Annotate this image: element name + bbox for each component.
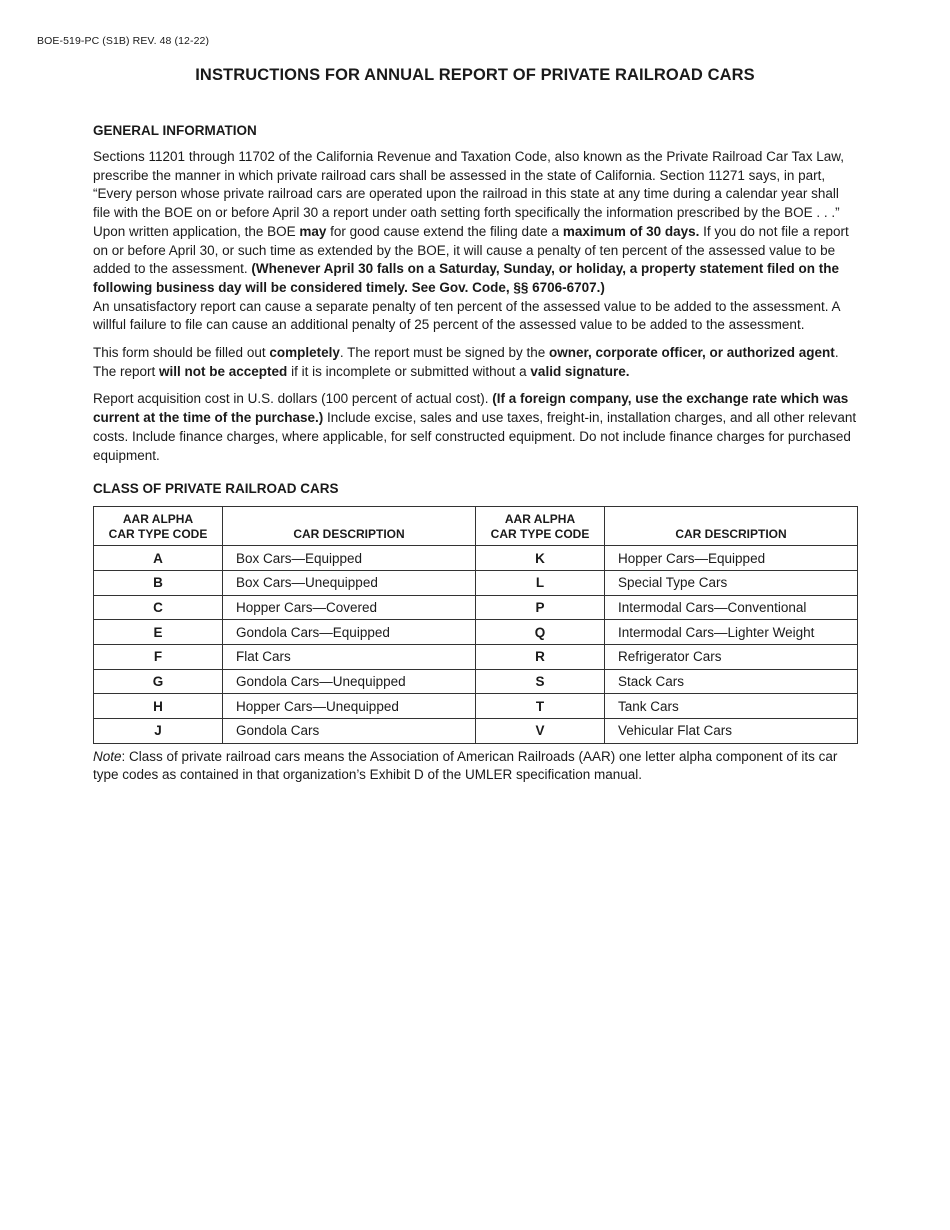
car-code: G [94,669,223,694]
header-code-left [94,507,223,546]
note-label: Note [93,748,122,764]
car-class-table [93,506,858,744]
bold-run: will not be accepted [159,363,288,379]
text-run: . The report [93,345,839,379]
car-description: Intermodal Cars—Lighter Weight [605,620,858,645]
car-description: Box Cars—Equipped [223,546,476,571]
car-description: Flat Cars [223,645,476,670]
car-description: Gondola Cars [223,719,476,744]
car-code: L [476,570,605,595]
general-info-paragraph-2 [93,344,857,381]
header-description-right: CAR DESCRIPTION [605,507,858,546]
header-code-line1: AAR ALPHA [504,512,576,527]
instructions-body [93,123,857,799]
text-run: if it is incomplete or submitted without a [287,363,531,379]
table-row [94,546,858,571]
car-code: Q [476,620,605,645]
bold-run: (If a foreign company, use the exchange rate which was current at the time of the purchase.) [93,391,849,426]
header-code-line2: CAR TYPE CODE [108,527,208,542]
form-id: BOE-519-PC (S1B) REV. 48 (12-22) [37,35,210,47]
text-run: Include excise, sales and use taxes, freight-in, installation charges, and all other relevant costs. Include finance charges, where applicable, for self constructed equipment. Do not include finance charges for purchased equipment. [93,410,857,463]
table-row [94,620,858,645]
header-code-line1: AAR ALPHA [122,512,194,527]
general-information-heading: GENERAL INFORMATION [93,123,257,138]
table-row [94,694,858,719]
note-text: : Class of private railroad cars means the Association of American Railroads (AAR) one letter alpha component of its car type codes as contained in that organization’s Exhibit D of the UMLER specification manual. [93,748,838,783]
car-description: Tank Cars [605,694,858,719]
table-row [94,595,858,620]
header-description-left: CAR DESCRIPTION [223,507,476,546]
page-title: INSTRUCTIONS FOR ANNUAL REPORT OF PRIVATE RAILROAD CARS [195,66,755,84]
text-run: If you do not file a report on or before April 30, or such time as extended by the BOE, it will cause a penalty of ten percent of the assessed value to be added to the assessment. [93,223,849,277]
car-description: Special Type Cars [605,570,858,595]
text-run: Sections 11201 through 11702 of the California Revenue and Taxation Code, also known as the Private Railroad Car Tax Law, prescribe the manner in which private railroad cars shall be assessed in the state of California. Section 11271 says, in part, “Every person whose private railroad cars are operated upon the railroad in this state at any time during a calendar year shall file with the BOE on or before April 30 a report under oath setting forth specifically the information prescribed by the BOE . . .” Upon written application, the BOE [93,149,844,239]
header-code-right [476,507,605,546]
car-code: B [94,570,223,595]
bold-run: completely [269,345,340,361]
car-code: J [94,719,223,744]
car-description: Hopper Cars—Covered [223,595,476,620]
table-row [94,645,858,670]
general-info-paragraph-1 [93,148,857,335]
car-description: Vehicular Flat Cars [605,719,858,744]
car-code: T [476,694,605,719]
text-run: An unsatisfactory report can cause a separate penalty of ten percent of the assessed value to be added to the assessment. A willful failure to file can cause an additional penalty of 25 percent of the assessed value to be added to the assessment. [93,298,840,333]
text-run: This form should be filled out [93,345,270,361]
car-code: E [94,620,223,645]
general-info-paragraph-3 [93,390,857,465]
car-description: Hopper Cars—Equipped [605,546,858,571]
text-run: for good cause extend the filing date a [326,223,563,239]
text-run: Report acquisition cost in U.S. dollars (100 percent of actual cost). [93,391,493,407]
bold-run: valid signature. [530,363,630,379]
car-description: Hopper Cars—Unequipped [223,694,476,719]
bold-run: maximum of 30 days. [562,223,700,239]
bold-run: may [299,223,327,239]
bold-run: (Whenever April 30 falls on a Saturday, Sunday, or holiday, a property statement filed on the following business day will be considered timely. See Gov. Code, §§ 6706-6707.) [93,261,839,295]
car-description: Intermodal Cars—Conventional [605,595,858,620]
car-code: A [94,546,223,571]
car-description: Refrigerator Cars [605,645,858,670]
car-code: F [94,645,223,670]
car-code: S [476,669,605,694]
table-note [93,748,857,785]
car-code: P [476,595,605,620]
bold-run: owner, corporate officer, or authorized agent [549,345,835,361]
table-row [94,719,858,744]
text-run: . The report must be signed by the [339,345,549,361]
header-code-line2: CAR TYPE CODE [490,527,590,542]
table-row [94,570,858,595]
car-description: Gondola Cars—Unequipped [223,669,476,694]
table-row [94,669,858,694]
car-description: Gondola Cars—Equipped [223,620,476,645]
car-code: R [476,645,605,670]
car-code: K [476,546,605,571]
car-code: C [94,595,223,620]
car-description: Box Cars—Unequipped [223,570,476,595]
car-class-heading: CLASS OF PRIVATE RAILROAD CARS [93,481,339,497]
car-description: Stack Cars [605,669,858,694]
table-header-row [94,507,858,546]
car-code: H [94,694,223,719]
car-code: V [476,719,605,744]
